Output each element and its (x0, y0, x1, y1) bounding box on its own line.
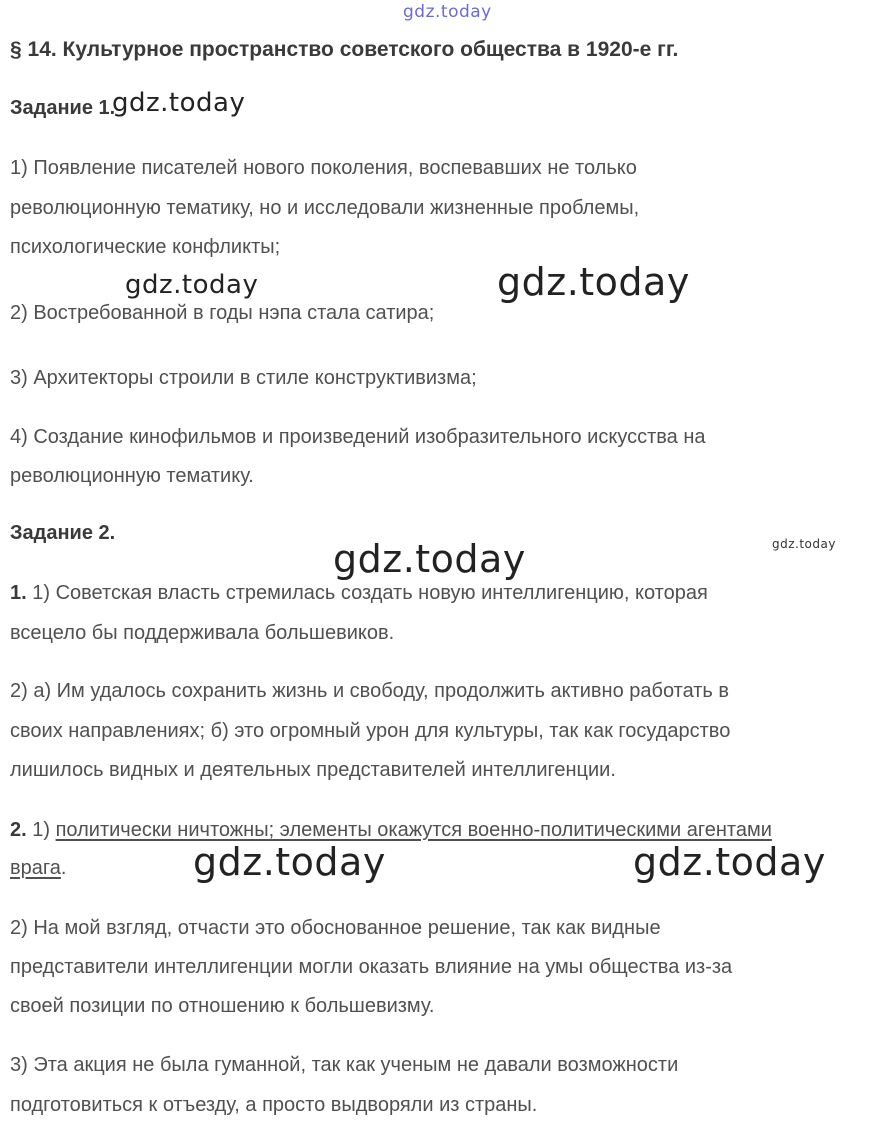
task1-item1-line3: психологические конфликты; (10, 236, 281, 258)
watermark-lower-left: gdz.today (193, 840, 386, 884)
task1-item2: 2) Востребованной в годы нэпа стала сатира; (10, 302, 435, 324)
watermark-task2-center: gdz.today (333, 537, 526, 581)
task2-part1-b-line1: 2) а) Им удалось сохранить жизнь и свободу, продолжить активно работать в (10, 680, 730, 702)
watermark-lower-right: gdz.today (633, 840, 826, 884)
task2-part1-b-line2: своих направлениях; б) это огромный урон для культуры, так как государство (10, 720, 731, 742)
task2-part2-number: 2. (10, 819, 27, 841)
task2-part1-number: 1. (10, 582, 27, 604)
task2-part2-b-line1: 2) На мой взгляд, отчасти это обоснованное решение, так как видные (10, 917, 661, 939)
task1-item4-line2: революционную тематику. (10, 465, 254, 487)
task2-part2-b-line2: представители интеллигенции могли оказать влияние на умы общества из-за (10, 956, 733, 978)
task2-part2-underlined-1: политически ничтожны; элементы окажутся военно-политическими агентами (55, 819, 772, 841)
task1-item1-line1: 1) Появление писателей нового поколения, воспевавших не только (10, 157, 637, 179)
task2-part2-b-line3: своей позиции по отношению к большевизму. (10, 995, 435, 1017)
task2-part2-prefix: 1) (26, 819, 56, 841)
task2-heading: Задание 2. (10, 522, 116, 544)
task1-item4-line1: 4) Создание кинофильмов и произведений изобразительного искусства на (10, 426, 706, 448)
task2-part2-c-line1: 3) Эта акция не была гуманной, так как ученым не давали возможности (10, 1054, 679, 1076)
watermark-left-mid: gdz.today (125, 270, 259, 300)
task2-part2-line2 (10, 857, 66, 880)
task2-part1-line2: всецело бы поддерживала большевиков. (10, 622, 395, 644)
task2-part2-underlined-2: врага (10, 857, 61, 879)
task1-heading: Задание 1. (10, 97, 116, 119)
watermark-center-mid: gdz.today (497, 260, 690, 304)
task1-item3: 3) Архитекторы строили в стиле конструктивизма; (10, 367, 477, 389)
task2-part2-line1 (10, 819, 772, 842)
watermark-top: gdz.today (403, 2, 492, 22)
task2-part1-text: 1) Советская власть стремилась создать новую интеллигенцию, которая (26, 582, 708, 604)
watermark-after-task1: gdz.today (112, 88, 246, 118)
task2-part2-c-line2: подготовиться к отъезду, а просто выдворяли из страны. (10, 1094, 538, 1116)
task2-part2-suffix: . (60, 857, 67, 879)
task1-item1-line2: революционную тематику, но и исследовали жизненные проблемы, (10, 197, 640, 219)
watermark-task2-small: gdz.today (772, 537, 836, 551)
task2-part1-line1 (10, 582, 708, 605)
task2-part1-b-line3: лишилось видных и деятельных представителей интеллигенции. (10, 759, 616, 781)
page-title: § 14. Культурное пространство советского общества в 1920-е гг. (10, 38, 679, 61)
